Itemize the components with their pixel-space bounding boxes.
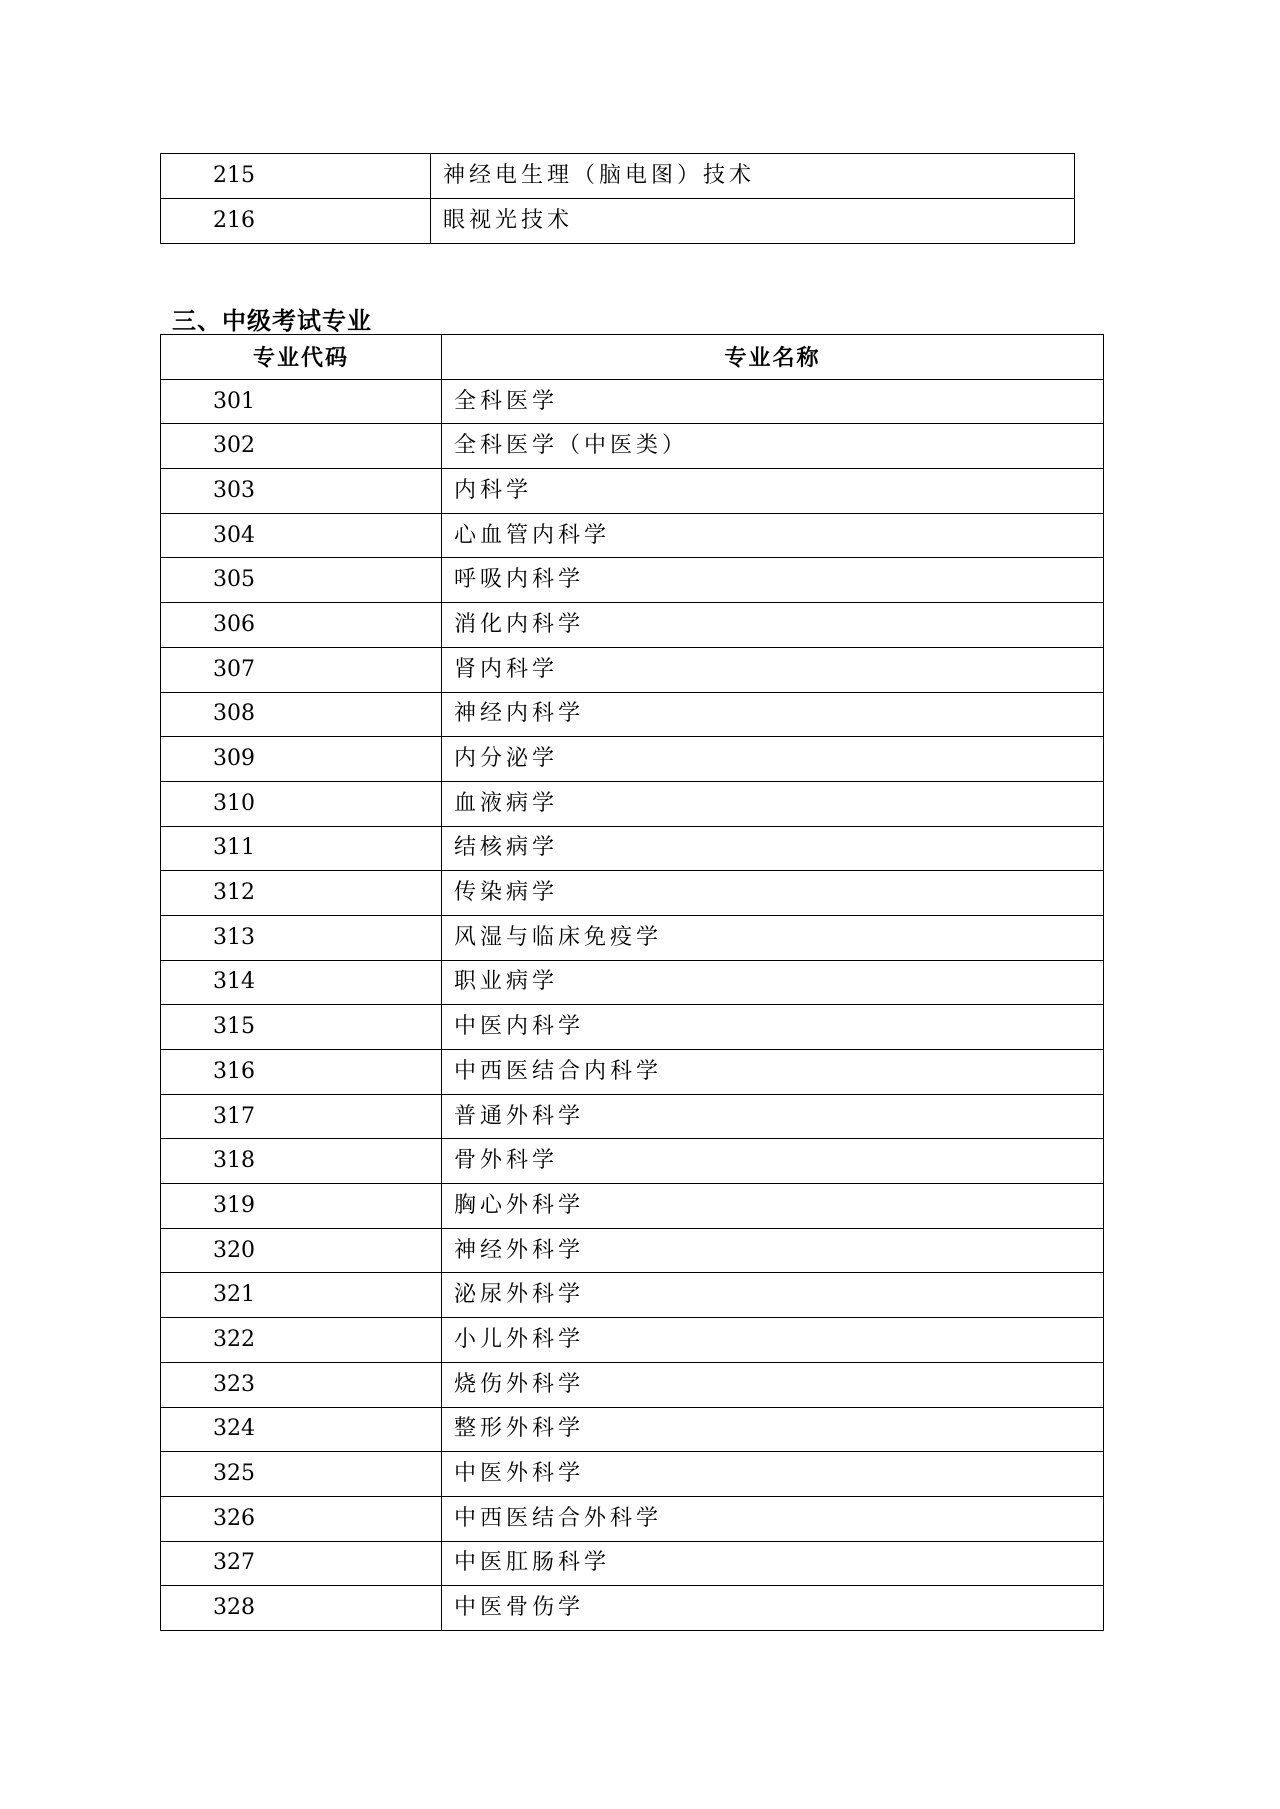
specialty-code: 303 [161, 469, 442, 514]
specialty-code: 326 [161, 1496, 442, 1541]
section-title: 三、中级考试专业 [172, 307, 372, 335]
specialty-name: 胸心外科学 [442, 1184, 1104, 1229]
header-code: 专业代码 [161, 335, 442, 380]
table-row [161, 1050, 1104, 1095]
specialty-name: 内科学 [442, 469, 1104, 514]
specialty-name: 骨外科学 [442, 1139, 1104, 1184]
specialty-name: 消化内科学 [442, 603, 1104, 648]
table-row [161, 826, 1104, 871]
specialty-code: 310 [161, 781, 442, 826]
specialty-name: 中西医结合内科学 [442, 1050, 1104, 1095]
specialty-name: 神经外科学 [442, 1228, 1104, 1273]
specialty-name: 结核病学 [442, 826, 1104, 871]
table-row [161, 154, 1075, 199]
table-row [161, 1005, 1104, 1050]
specialty-name: 呼吸内科学 [442, 558, 1104, 603]
table-row [161, 1362, 1104, 1407]
specialty-code: 304 [161, 513, 442, 558]
table-row [161, 1139, 1104, 1184]
specialty-name: 眼视光技术 [431, 199, 1075, 244]
specialty-code: 322 [161, 1318, 442, 1363]
table-row [161, 1228, 1104, 1273]
table-row [161, 915, 1104, 960]
specialty-name: 烧伤外科学 [442, 1362, 1104, 1407]
specialty-code: 216 [161, 199, 431, 244]
specialty-name: 传染病学 [442, 871, 1104, 916]
table-row [161, 603, 1104, 648]
specialty-name: 普通外科学 [442, 1094, 1104, 1139]
specialty-code: 311 [161, 826, 442, 871]
specialty-code: 307 [161, 647, 442, 692]
specialty-code: 319 [161, 1184, 442, 1229]
specialty-name: 肾内科学 [442, 647, 1104, 692]
specialty-code: 306 [161, 603, 442, 648]
specialty-name: 血液病学 [442, 781, 1104, 826]
table-row [161, 960, 1104, 1005]
specialty-code: 323 [161, 1362, 442, 1407]
specialty-name: 风湿与临床免疫学 [442, 915, 1104, 960]
specialty-code: 301 [161, 379, 442, 424]
table-row [161, 1318, 1104, 1363]
specialty-code: 320 [161, 1228, 442, 1273]
specialty-code: 325 [161, 1452, 442, 1497]
specialty-name: 中医肛肠科学 [442, 1541, 1104, 1586]
table-row [161, 469, 1104, 514]
specialty-code: 215 [161, 154, 431, 199]
specialty-name: 全科医学 [442, 379, 1104, 424]
specialty-name: 心血管内科学 [442, 513, 1104, 558]
table-row [161, 424, 1104, 469]
specialty-name: 中医骨伤学 [442, 1586, 1104, 1631]
specialty-name: 中西医结合外科学 [442, 1496, 1104, 1541]
specialty-code: 313 [161, 915, 442, 960]
specialty-name: 中医外科学 [442, 1452, 1104, 1497]
intermediate-specialty-table [160, 334, 1104, 1631]
specialty-code: 316 [161, 1050, 442, 1095]
specialty-code: 312 [161, 871, 442, 916]
specialty-code: 328 [161, 1586, 442, 1631]
specialty-code: 305 [161, 558, 442, 603]
specialty-code: 302 [161, 424, 442, 469]
table-row [161, 737, 1104, 782]
specialty-code: 315 [161, 1005, 442, 1050]
table-row [161, 1184, 1104, 1229]
table-row [161, 379, 1104, 424]
specialty-name: 神经内科学 [442, 692, 1104, 737]
specialty-name: 泌尿外科学 [442, 1273, 1104, 1318]
specialty-code: 308 [161, 692, 442, 737]
specialty-code: 317 [161, 1094, 442, 1139]
header-name: 专业名称 [442, 335, 1104, 380]
specialty-name: 神经电生理（脑电图）技术 [431, 154, 1075, 199]
specialty-code: 321 [161, 1273, 442, 1318]
table-row [161, 692, 1104, 737]
specialty-name: 内分泌学 [442, 737, 1104, 782]
specialty-code: 318 [161, 1139, 442, 1184]
table-row [161, 1496, 1104, 1541]
specialty-name: 小儿外科学 [442, 1318, 1104, 1363]
specialty-code: 324 [161, 1407, 442, 1452]
specialty-name: 中医内科学 [442, 1005, 1104, 1050]
table-header-row [161, 335, 1104, 380]
specialty-name: 职业病学 [442, 960, 1104, 1005]
table-row [161, 1094, 1104, 1139]
table-row [161, 1452, 1104, 1497]
table-row [161, 1407, 1104, 1452]
specialty-code: 327 [161, 1541, 442, 1586]
table-row [161, 871, 1104, 916]
specialty-code: 309 [161, 737, 442, 782]
continued-specialty-table [160, 153, 1075, 244]
table-row [161, 199, 1075, 244]
table-row [161, 1273, 1104, 1318]
table-row [161, 781, 1104, 826]
table-row [161, 1586, 1104, 1631]
table-row [161, 513, 1104, 558]
specialty-name: 整形外科学 [442, 1407, 1104, 1452]
specialty-code: 314 [161, 960, 442, 1005]
table-row [161, 647, 1104, 692]
table-row [161, 558, 1104, 603]
specialty-name: 全科医学（中医类） [442, 424, 1104, 469]
table-row [161, 1541, 1104, 1586]
